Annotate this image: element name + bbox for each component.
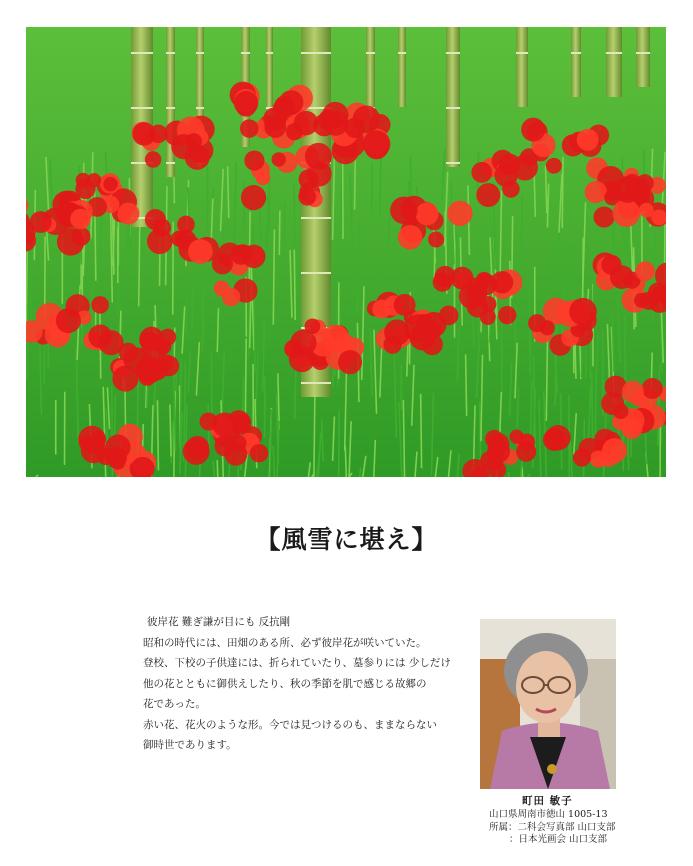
photograph-spider-lilies-bamboo xyxy=(26,27,666,477)
author-address: 山口県周南市徳山 1005-13 xyxy=(489,809,608,820)
poem-line: 赤い花、花火のような形。今では見つけるのも、ままならない xyxy=(143,718,437,731)
author-name: 町田 敏子 xyxy=(522,795,573,807)
poem-title: 【風雪に堪え】 xyxy=(255,525,438,554)
author-affiliation: ：日本光画会 山口支部 xyxy=(509,834,608,845)
author-info xyxy=(489,809,629,847)
poem-line: 他の花とともに御供えしたり、秋の季節を肌で感じる故郷の xyxy=(143,677,427,690)
author-portrait xyxy=(480,619,616,789)
poem-line: 花であった。 xyxy=(143,698,206,710)
poem-line: 昭和の時代には、田畑のある所、必ず彼岸花が咲いていた。 xyxy=(143,636,427,649)
poem-line: 登校、下校の子供達には、折られていたり、墓参りには 少しだけ xyxy=(143,657,451,669)
poem-line: 彼岸花 難ぎ謙が目にも 反抗剛 xyxy=(147,616,291,628)
poem-line: 御時世であります。 xyxy=(143,739,237,751)
poem-text xyxy=(143,612,473,756)
author-affiliation: 所属：二科会写真部 山口支部 xyxy=(489,821,616,833)
